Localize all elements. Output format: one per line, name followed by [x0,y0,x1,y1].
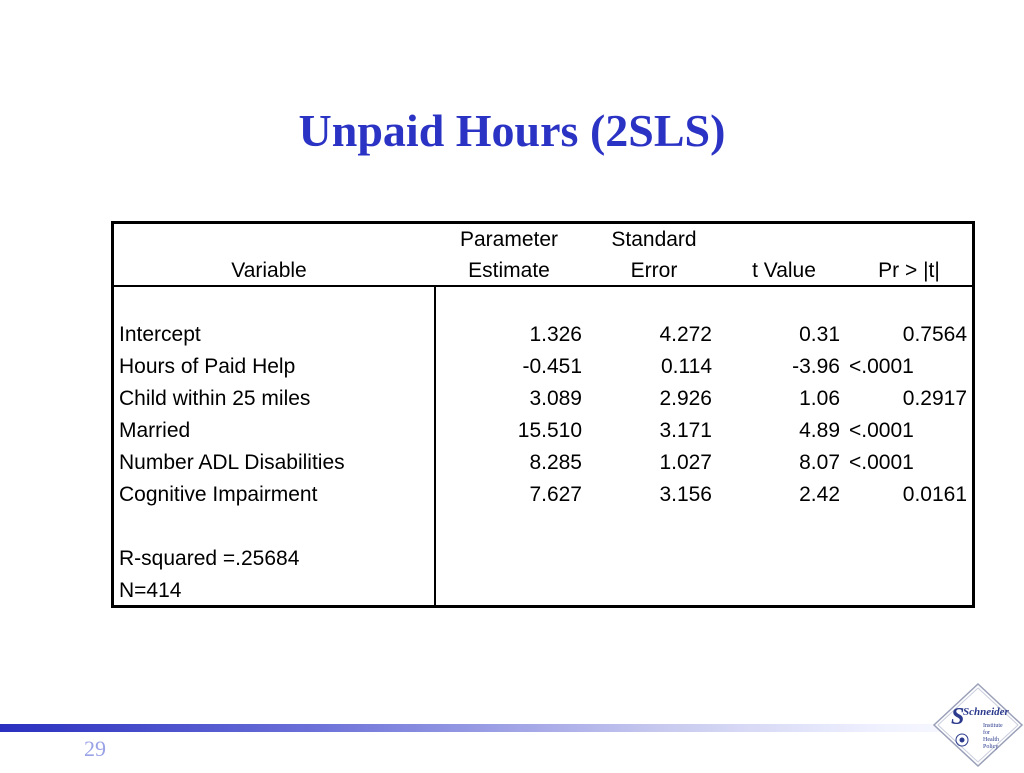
row-se: 2.926 [659,387,712,410]
row-variable: Intercept [119,323,201,346]
row-tvalue: 1.06 [799,387,840,410]
row-tvalue: -3.96 [792,355,840,378]
svg-text:S: S [951,704,965,730]
header-variable: Variable [231,259,307,282]
row-pvalue: <.0001 [849,355,914,378]
row-pvalue: 0.2917 [902,387,967,410]
svg-text:Policy: Policy [983,744,999,750]
row-estimate: 3.089 [529,387,582,410]
row-se: 1.027 [659,451,712,474]
row-estimate: -0.451 [522,355,582,378]
row-pvalue: <.0001 [849,451,914,474]
header-pvalue: Pr > |t| [878,259,940,282]
row-estimate: 7.627 [529,483,582,506]
slide-title: Unpaid Hours (2SLS) [298,105,726,156]
row-tvalue: 4.89 [799,419,840,442]
header-standard: Standard [611,228,697,251]
row-se: 3.171 [659,419,712,442]
row-se: 4.272 [659,323,712,346]
row-estimate: 15.510 [517,419,582,442]
header-parameter: Parameter [459,228,559,251]
svg-text:Institute: Institute [983,723,1003,729]
header-estimate: Estimate [468,259,550,282]
regression-table [111,221,975,608]
column-divider [434,285,436,605]
row-variable: Child within 25 miles [119,387,311,410]
logo-name: Schneider [963,706,1009,718]
svg-text:for: for [983,730,990,736]
row-pvalue: 0.7564 [902,323,967,346]
row-tvalue: 0.31 [799,323,840,346]
schneider-institute-logo [932,682,1024,768]
footer-gradient-bar [0,724,1024,732]
row-pvalue: 0.0161 [902,483,967,506]
row-tvalue: 8.07 [799,451,840,474]
row-se: 0.114 [661,355,712,378]
page-number: 29 [84,736,106,761]
row-pvalue: <.0001 [849,419,914,442]
row-estimate: 1.326 [529,323,582,346]
row-variable: Number ADL Disabilities [119,451,345,474]
row-variable: Married [119,419,191,442]
sample-size-label: N=414 [119,579,182,602]
header-error: Error [630,259,678,282]
row-estimate: 8.285 [529,451,582,474]
row-tvalue: 2.42 [799,483,840,506]
row-variable: Hours of Paid Help [119,355,296,378]
header-tvalue: t Value [752,259,816,282]
row-se: 3.156 [659,483,712,506]
svg-text:Health: Health [983,737,999,743]
row-variable: Cognitive Impairment [119,483,318,506]
rsquared-label: R-squared =.25684 [119,547,300,570]
